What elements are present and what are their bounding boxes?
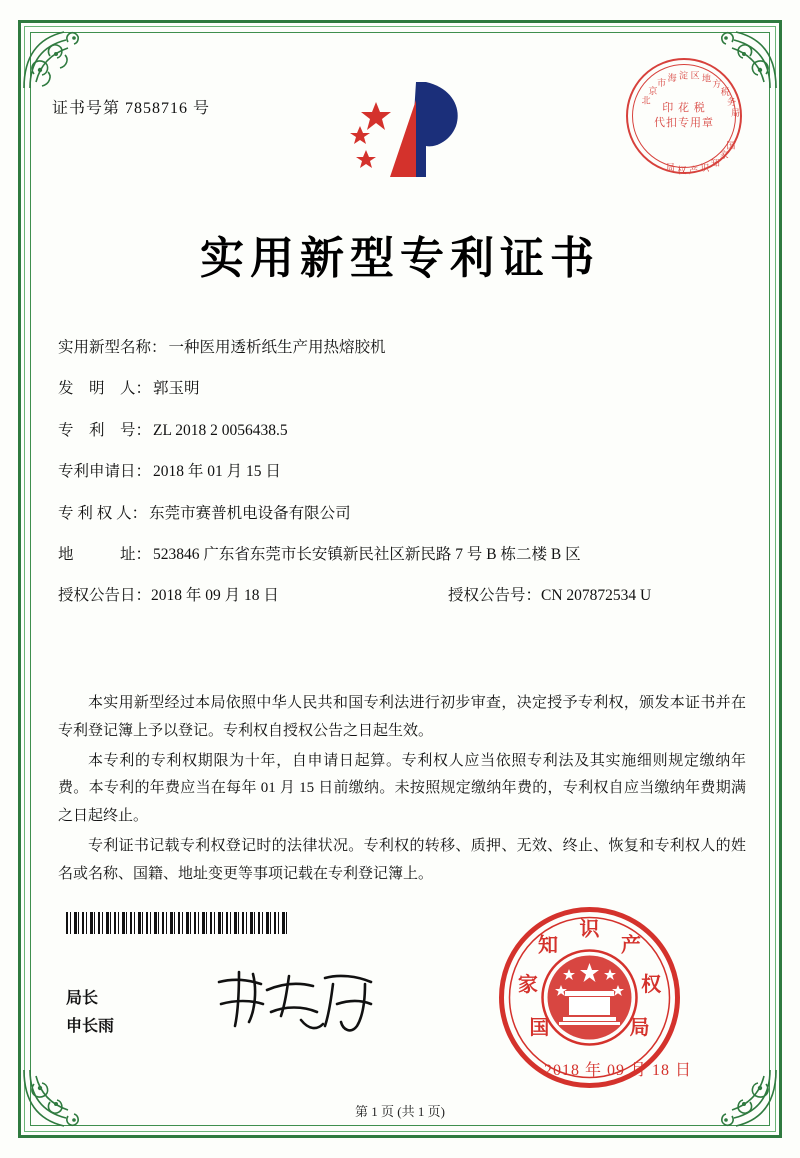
field-label-name: 实用新型名称： [58,339,167,356]
field-label-grant-date: 授权公告日： [58,587,152,605]
director-name-label: 申长雨 [66,1018,115,1035]
body-paragraph-2: 本专利的专利权期限为十年，自申请日起算。专利权人应当依照专利法及其实施细则规定缴纳年费。本专利的年费应当在每年 01 月 15 日前缴纳。未按照规定缴纳年费的，专利权自应当缴纳年费期满之日起终止。 [58,752,746,824]
svg-text:识: 识 [579,916,600,941]
field-value-grant-no: CN 207872534 U [541,587,652,605]
tax-stamp-arc-top: 北 京 市 海 淀 区 地 方 税 务 局 [641,70,740,119]
body-paragraph-1: 本实用新型经过本局依照中华人民共和国专利法进行初步审查，决定授予专利权，颁发本证书并在专利登记簿上予以登记。专利权自授权公告之日起生效。 [58,695,746,739]
tax-stamp-arc-bottom: 国 家 知 识 产 权 局 [666,140,736,176]
svg-text:产: 产 [620,932,641,957]
tax-stamp-line2: 代扣专用章 [654,117,714,129]
cnipa-logo-icon [330,72,470,192]
barcode [66,912,288,934]
field-row-inventor [58,379,748,398]
field-label-grant-no: 授权公告号： [448,587,542,605]
field-grant-no [448,586,748,605]
field-grant-date [58,586,448,605]
corner-ornament-icon [20,22,98,92]
field-value-grant-date: 2018 年 09 月 18 日 [151,587,279,605]
seal-date: 2018 年 09 月 18 日 [543,1062,692,1079]
field-value-name: 一种医用透析纸生产用热熔胶机 [168,339,386,356]
svg-text:知: 知 [538,932,559,957]
tax-stamp [626,58,742,174]
svg-text:国: 国 [529,1014,550,1039]
body-text [58,690,746,890]
field-row-name [58,338,748,357]
field-label-apply-date: 专利申请日： [58,463,152,481]
field-value-patentee: 东莞市赛普机电设备有限公司 [149,504,351,522]
field-row-patentee [58,504,748,523]
field-row-address [58,545,748,564]
director-role-label: 局长 [66,990,99,1007]
field-value-apply-date: 2018 年 01 月 15 日 [153,463,281,481]
fields-block [58,338,748,622]
field-label-patent-no: 专 利 号： [58,421,152,439]
tax-stamp-line1: 印 花 税 [662,102,706,114]
svg-text:权: 权 [641,972,662,997]
field-row-apply-date [58,462,748,481]
field-value-patent-no: ZL 2018 2 0056438.5 [153,421,288,439]
field-value-address: 523846 广东省东莞市长安镇新民社区新民路 7 号 B 栋二楼 B 区 [153,545,581,563]
field-label-inventor: 发 明 人： [58,380,152,398]
certificate-number: 证书号第 7858716 号 [52,100,211,117]
page-footer: 第 1 页 (共 1 页) [355,1104,445,1119]
svg-text:局: 局 [629,1014,650,1039]
field-label-address: 地 址： [58,545,152,563]
field-row-patent-no [58,421,748,440]
svg-text:家: 家 [517,972,538,997]
field-label-patentee: 专 利 权 人： [58,504,148,522]
page-title: 实用新型专利证书 [200,233,600,284]
handwritten-signature-icon [205,960,405,1040]
field-row-grant [58,586,748,605]
tax-stamp-center [628,101,740,131]
body-paragraph-3: 专利证书记载专利权登记时的法律状况。专利权的转移、质押、无效、终止、恢复和专利权人的姓名或名称、国籍、地址变更等事项记载在专利登记簿上。 [58,837,746,882]
field-value-inventor: 郭玉明 [153,380,200,398]
